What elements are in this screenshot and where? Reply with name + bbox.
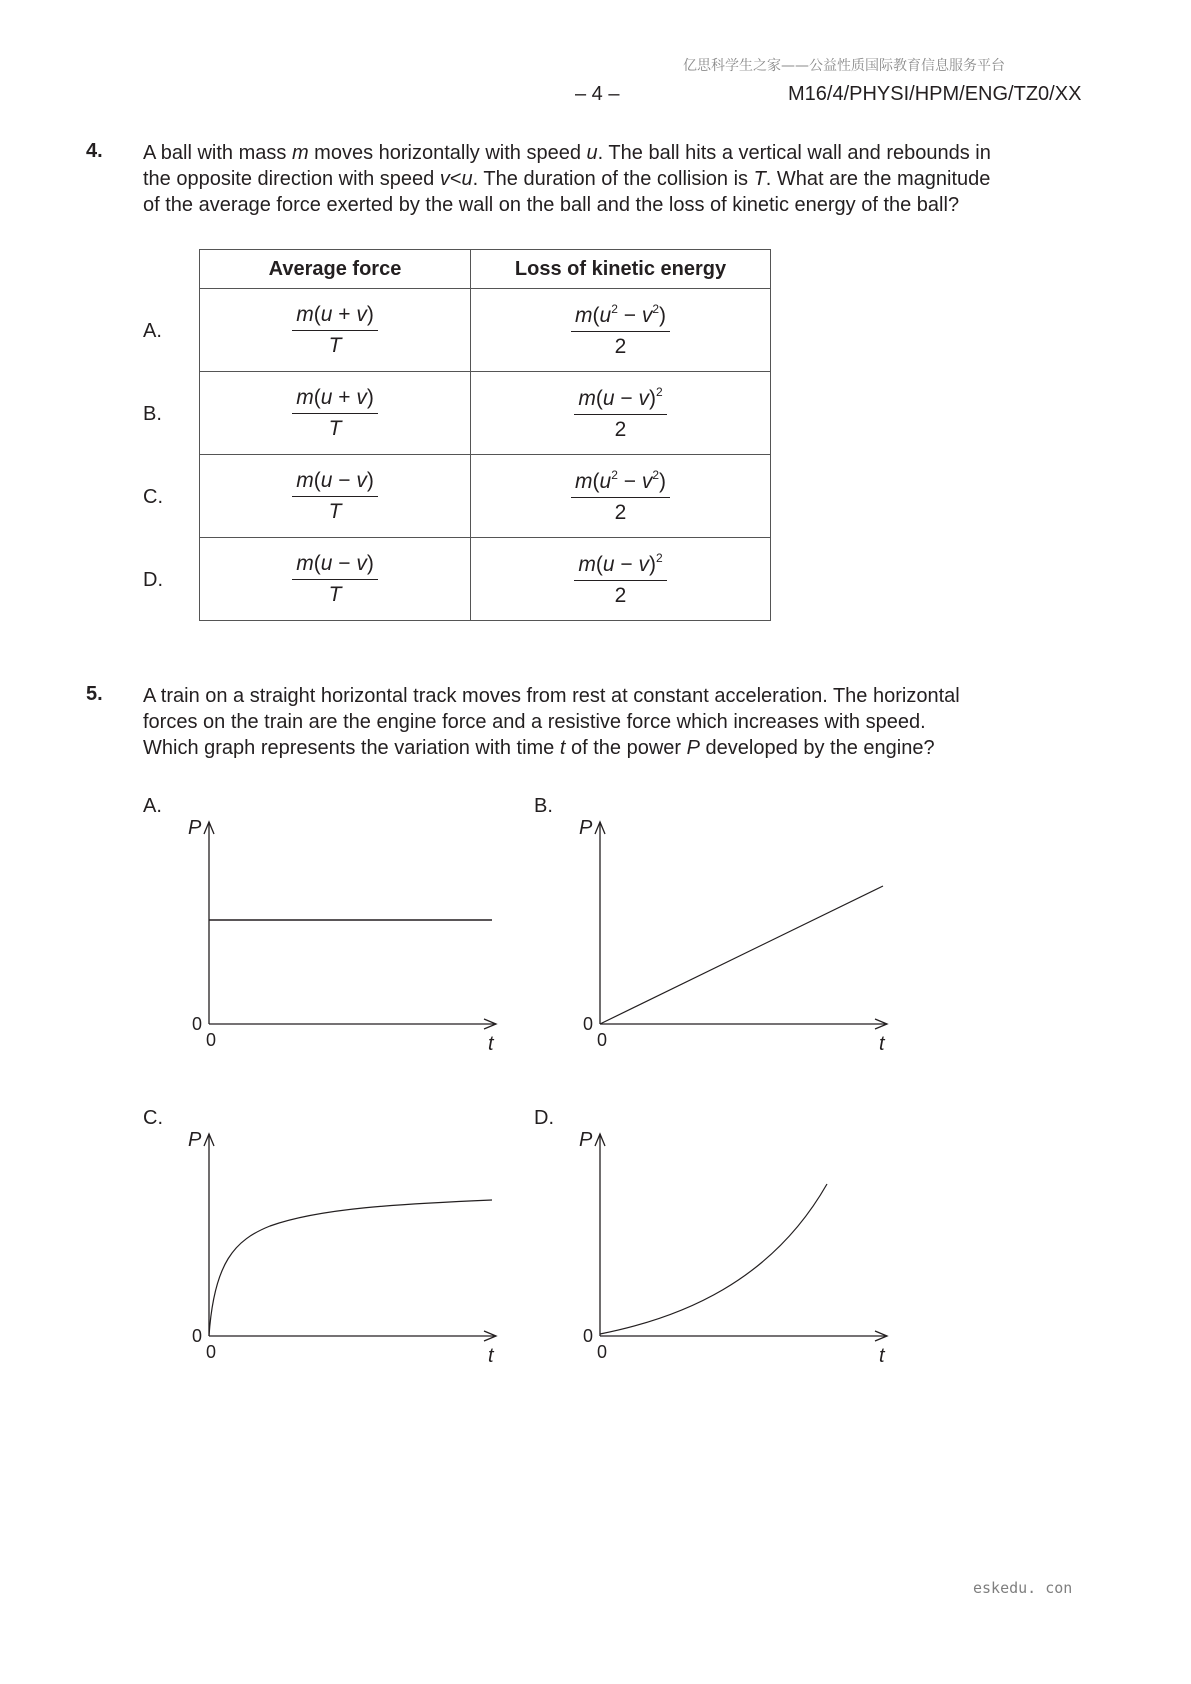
question-5-text: [143, 683, 1103, 761]
force-fraction-c: $\frac{m(u - v)}{T}$: [292, 469, 378, 524]
graph-d: [571, 1122, 911, 1372]
question-5-line-2: forces on the train are the engine force and a resistive force which increases with speed.: [143, 711, 926, 733]
graph-b-x-axis-label: t: [879, 1033, 885, 1055]
graph-d-y-axis-label: P: [579, 1129, 593, 1151]
graph-b-label: B.: [534, 795, 553, 817]
graph-a-origin-x: 0: [206, 1030, 217, 1050]
graph-d-curve: [600, 1184, 827, 1334]
cell-energy-b: [471, 372, 771, 455]
table-header-row: [200, 250, 771, 289]
page-number: – 4 –: [575, 83, 620, 105]
graph-a-origin-y: 0: [192, 1014, 203, 1034]
graph-d-x-axis-label: t: [879, 1345, 885, 1367]
graph-b-origin-y: 0: [583, 1014, 594, 1034]
graph-a-x-axis-label: t: [488, 1033, 494, 1055]
cell-energy-a: [471, 289, 771, 372]
force-fraction-a: $\frac{m(u + v)}{T}$: [292, 303, 378, 358]
question-4-line-1: A ball with mass m moves horizontally with speed u. The ball hits a vertical wall and rebounds in: [143, 142, 991, 164]
graph-c-y-axis-label: P: [188, 1129, 202, 1151]
question-5-line-3: Which graph represents the variation with time t of the power P developed by the engine?: [143, 737, 935, 759]
table-row-c: [200, 455, 771, 538]
energy-fraction-d: $\frac{m(u - v)^2}{2}$: [574, 551, 666, 608]
question-4-line-2: the opposite direction with speed v<u. The duration of the collision is T. What are the magnitude: [143, 168, 991, 190]
graph-a-y-axis-label: P: [188, 817, 202, 839]
graph-c-origin-y: 0: [192, 1326, 203, 1346]
table-row-b: [200, 372, 771, 455]
cell-force-a: [200, 289, 471, 372]
paper-code: M16/4/PHYSI/HPM/ENG/TZ0/XX: [788, 83, 1082, 105]
energy-fraction-a: $\frac{m(u^2 - v^2)}{2}$: [571, 302, 670, 359]
header-average-force: Average force: [200, 250, 471, 289]
question-5-number: 5.: [86, 683, 103, 705]
header-loss-kinetic-energy: Loss of kinetic energy: [471, 250, 771, 289]
graph-c-x-axis-label: t: [488, 1345, 494, 1367]
cell-force-b: [200, 372, 471, 455]
graph-b-y-axis-label: P: [579, 817, 593, 839]
graph-d-origin-y: 0: [583, 1326, 594, 1346]
graph-b-curve: [600, 886, 883, 1024]
options-table: [199, 249, 771, 621]
graph-a-label: A.: [143, 795, 162, 817]
force-fraction-b: $\frac{m(u + v)}{T}$: [292, 386, 378, 441]
graph-d-label: D.: [534, 1107, 554, 1129]
graph-d-origin-x: 0: [597, 1342, 608, 1362]
option-c-label: C.: [143, 486, 163, 508]
cell-force-d: [200, 538, 471, 621]
force-fraction-d: $\frac{m(u - v)}{T}$: [292, 552, 378, 607]
table-row-a: [200, 289, 771, 372]
energy-fraction-b: $\frac{m(u - v)^2}{2}$: [574, 385, 666, 442]
graph-b-origin-x: 0: [597, 1030, 608, 1050]
cell-force-c: [200, 455, 471, 538]
graph-c-label: C.: [143, 1107, 163, 1129]
question-4-text: [143, 140, 1103, 218]
watermark-text: 亿思科学生之家——公益性质国际教育信息服务平台: [683, 58, 1005, 74]
question-4-line-3: of the average force exerted by the wall on the ball and the loss of kinetic energy of the ball?: [143, 194, 960, 216]
footer-site: eskedu. con: [973, 1579, 1073, 1597]
graph-c-curve: [209, 1200, 492, 1336]
graph-c: [180, 1122, 520, 1372]
table-row-d: [200, 538, 771, 621]
energy-fraction-c: $\frac{m(u^2 - v^2)}{2}$: [571, 468, 670, 525]
option-a-label: A.: [143, 320, 162, 342]
cell-energy-c: [471, 455, 771, 538]
option-b-label: B.: [143, 403, 162, 425]
graph-c-origin-x: 0: [206, 1342, 217, 1362]
graph-b: [571, 810, 911, 1060]
question-5-line-1: A train on a straight horizontal track moves from rest at constant acceleration. The horizontal: [143, 685, 960, 707]
question-4-number: 4.: [86, 140, 103, 162]
option-d-label: D.: [143, 569, 163, 591]
graph-a: [180, 810, 520, 1060]
cell-energy-d: [471, 538, 771, 621]
